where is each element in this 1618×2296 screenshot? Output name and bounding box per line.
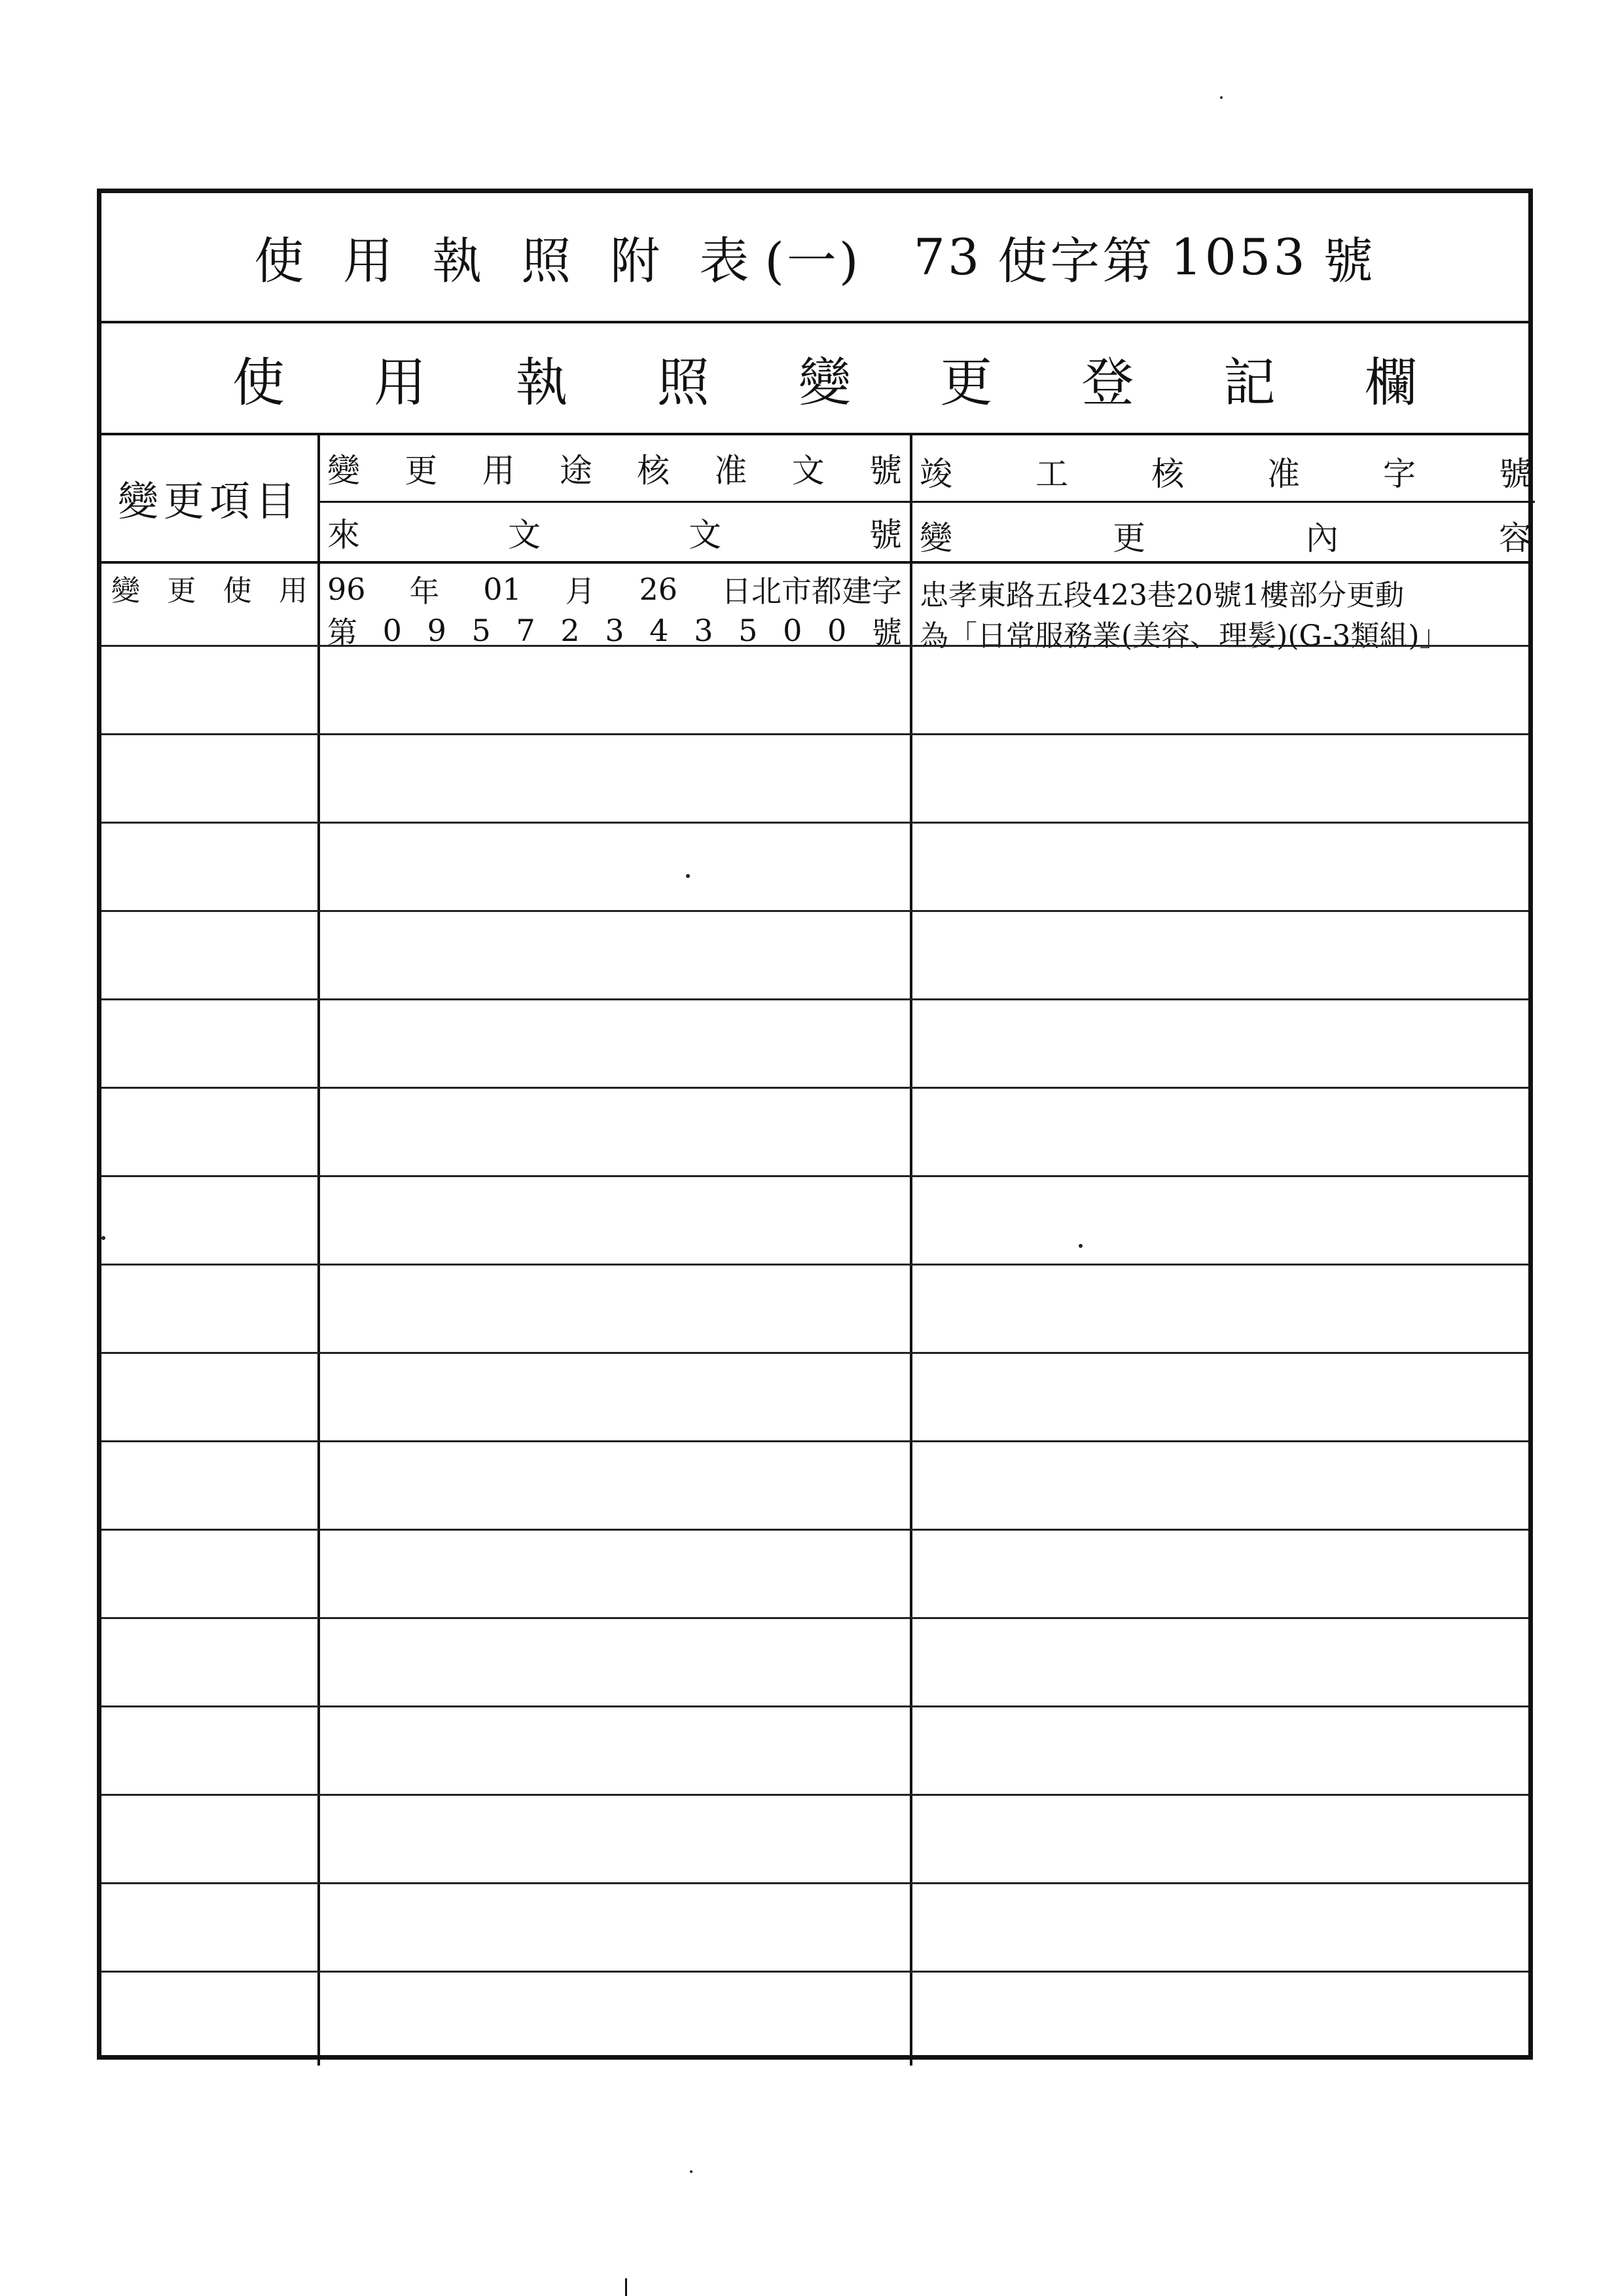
scan-speck [1220, 96, 1223, 99]
register-title-char: 變 [799, 352, 851, 413]
license-annex-form [97, 189, 1533, 2060]
title-char: 附 [610, 232, 663, 290]
empty-row [101, 1352, 1528, 1354]
license-number-word: 使字第 [998, 232, 1155, 290]
register-title-char: 欄 [1365, 352, 1417, 413]
form-title [101, 193, 1528, 321]
scan-mark [625, 2278, 627, 2296]
title-char: 表 [699, 232, 752, 290]
empty-row [101, 1175, 1528, 1177]
empty-row [101, 733, 1528, 735]
change-content-header: 變 更 內 容 [920, 519, 1532, 557]
entry-content-line2: 為「日常服務業(美容、理髮)(G-3類組)」 [920, 619, 1448, 653]
empty-row [101, 1617, 1528, 1619]
register-title-char: 更 [940, 352, 993, 413]
register-title-char: 用 [374, 352, 427, 413]
empty-row [101, 1705, 1528, 1707]
license-number: 1053 [1170, 228, 1308, 286]
approval-number-header: 變 更 用 途 核 准 文 號 [327, 452, 902, 490]
column-divider-middle [910, 435, 912, 2066]
completion-number-header: 竣 工 核 准 字 號 [920, 455, 1532, 493]
scan-speck [690, 2170, 692, 2173]
empty-row [101, 1882, 1528, 1884]
title-char: 照 [521, 232, 574, 290]
empty-row [101, 1794, 1528, 1796]
column-divider-left [317, 435, 320, 2066]
title-char: 執 [432, 232, 485, 290]
empty-row [101, 998, 1528, 1000]
header-bottom-line [101, 561, 1528, 564]
empty-row [101, 1087, 1528, 1089]
entry-change-item: 變 更 使 用 [111, 574, 308, 608]
empty-row [101, 1971, 1528, 1973]
register-title-char: 登 [1081, 352, 1134, 413]
scan-speck [686, 874, 690, 878]
empty-row [101, 645, 1528, 647]
register-title [101, 324, 1528, 432]
empty-row [101, 910, 1528, 912]
scan-speck [1079, 1244, 1083, 1248]
register-title-char: 記 [1223, 352, 1276, 413]
license-number-prefix: 73 [913, 228, 982, 286]
empty-row [101, 1529, 1528, 1531]
title-char: 用 [343, 232, 396, 290]
title-char: 使 [254, 232, 307, 290]
register-title-char: 使 [232, 352, 285, 413]
header-mid-line [317, 501, 1535, 503]
title-divider [101, 321, 1528, 323]
empty-row [101, 822, 1528, 824]
entry-content-line1: 忠孝東路五段423巷20號1樓部分更動 [920, 579, 1404, 612]
register-title-char: 照 [656, 352, 710, 413]
entry-doc-line2: 第 0 9 5 7 2 3 4 3 5 0 0 號 [327, 612, 902, 650]
entry-doc-line1: 96 年 01 月 26 日北市都建字 [327, 571, 902, 609]
annex-number: (一) [764, 232, 861, 290]
scan-speck [101, 1236, 105, 1240]
change-item-header: 變更項目 [117, 477, 301, 525]
empty-row [101, 1264, 1528, 1266]
incoming-number-header: 來 文 文 號 [327, 515, 902, 554]
license-number-suffix: 號 [1323, 232, 1376, 290]
register-title-char: 執 [515, 352, 568, 413]
empty-row [101, 1440, 1528, 1442]
